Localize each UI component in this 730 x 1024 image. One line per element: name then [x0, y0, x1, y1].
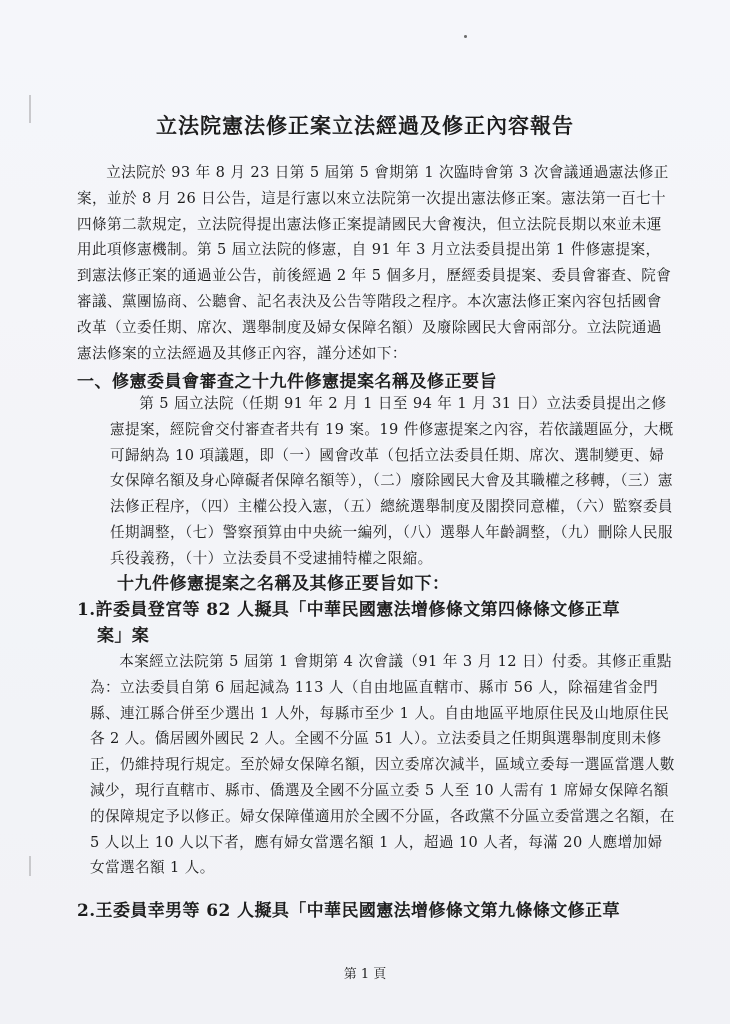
item-2-title: 2.王委員幸男等 62 人擬具「中華民國憲法增修條文第九條條文修正草 [77, 901, 620, 921]
item-1-paragraph: 本案經立法院第 5 屆第 1 會期第 4 次會議（91 年 3 月 12 日）付委。其修正重點為：立法委員自第 6 屆起減為 113 人（自由地區直轄市、縣市 56 人，除福建省金門縣、連江縣合併至少選出 1 人外，每縣市至少 1 人。自由地區平地原住民及山地原住民各 2 人。僑居國外國民 2 人。全國不分區 51 人）。立法委員之任期與選舉制度則未修正，仍維持現行規定。至於婦女保障名額，因立委席次減半，區域立委每一選區當選人數減少，現行直轄市、縣市、僑選及全國不分區立委 5 人至 10 人需有 1 席婦女保障名額的保障規定予以修正。婦女保障僅適用於全國不分區，各政黨不分區立委當選之名額，在 5 人以上 10 人以下者，應有婦女當選名額 1 人，超過 10 人者，每滿 20 人應增加婦女當選名額 1 人。 [90, 653, 675, 877]
binding-mark-top [29, 95, 31, 123]
scan-speck [464, 35, 467, 38]
page-number: 第 1 頁 [343, 967, 387, 982]
item-1-title-line-2: 案」案 [97, 626, 150, 646]
section-1-subheading: 十九件修憲提案之名稱及其修正要旨如下： [117, 574, 450, 594]
item-1-title-line-1: 1.許委員登宮等 82 人擬具「中華民國憲法增修條文第四條條文修正草 [77, 600, 620, 620]
section-1-paragraph: 第 5 屆立法院（任期 91 年 2 月 1 日至 94 年 1 月 31 日）立法委員提出之修憲提案，經院會交付審查者共有 19 案。19 件修憲提案之內容，若依議題區分，大概可歸納為 10 項議題，即（一）國會改革（包括立法委員任期、席次、選制變更、婦女保障名額及身心障礙者保障名額等），（二）廢除國民大會及其職權之移轉，（三）憲法修正程序，（四）主權公投入憲，（五）總統選舉制度及閣揆同意權，（六）監察委員任期調整，（七）警察預算由中央統一編列，（八）選舉人年齡調整，（九）刪除人民服兵役義務，（十）立法委員不受逮捕特權之限縮。 [110, 395, 674, 567]
binding-mark-bottom [29, 856, 31, 876]
section-1-heading: 一、修憲委員會審查之十九件修憲提案名稱及修正要旨 [77, 372, 497, 392]
intro-paragraph: 立法院於 93 年 8 月 23 日第 5 屆第 5 會期第 1 次臨時會第 3 次會議通過憲法修正案，並於 8 月 26 日公告，這是行憲以來立法院第一次提出憲法修正案。憲法第一百七十四條第二款規定，立法院得提出憲法修正案提請國民大會複決，但立法院長期以來並未運用此項修憲機制。第 5 屆立法院的修憲，自 91 年 3 月立法委員提出第 1 件修憲提案，到憲法修正案的通過並公告，前後經過 2 年 5 個多月，歷經委員提案、委員會審查、院會審議、黨團協商、公聽會、記名表決及公告等階段之程序。本次憲法修正案內容包括國會改革（立委任期、席次、選舉制度及婦女保障名額）及廢除國民大會兩部分。立法院通過憲法修案的立法經過及其修正內容，謹分述如下： [77, 164, 672, 362]
item-1-title [77, 597, 675, 649]
report-title: 立法院憲法修正案立法經過及修正內容報告 [156, 113, 574, 138]
